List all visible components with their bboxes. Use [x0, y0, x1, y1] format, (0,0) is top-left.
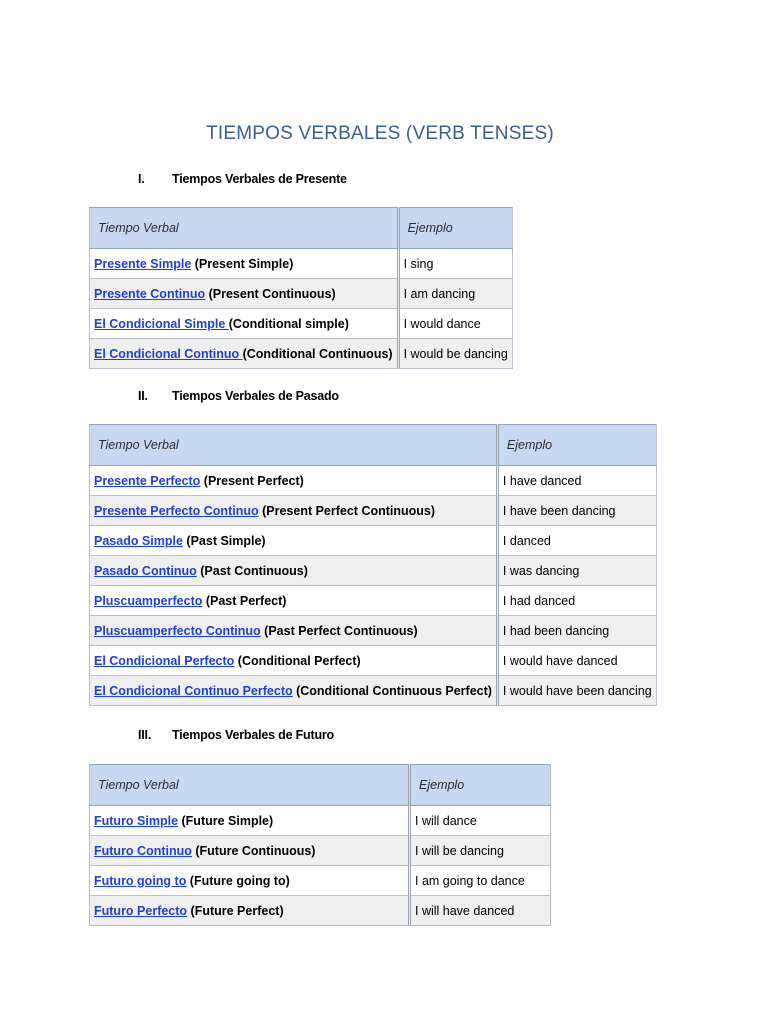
tense-link[interactable]: Futuro Perfecto: [94, 903, 188, 918]
example-cell: I danced: [497, 526, 656, 556]
tense-cell: [90, 586, 498, 616]
tense-cell: [90, 806, 410, 836]
header-ejemplo: Ejemplo: [410, 765, 551, 806]
tense-desc: (Future Simple): [178, 813, 274, 828]
tense-link[interactable]: Futuro going to: [94, 873, 187, 888]
tense-link[interactable]: Presente Perfecto: [94, 473, 201, 488]
tense-cell: [90, 676, 498, 706]
tense-desc: (Present Perfect): [200, 473, 304, 488]
example-cell: I had danced: [497, 586, 656, 616]
tense-link[interactable]: Presente Simple: [94, 256, 192, 271]
example-cell: I would be dancing: [398, 339, 512, 369]
section-title: Tiempos Verbales de Futuro: [172, 728, 334, 742]
tense-desc: (Conditional Perfect): [234, 653, 361, 668]
table-presente: [89, 207, 513, 369]
tense-desc: (Conditional Continuous): [242, 346, 393, 361]
example-cell: I will be dancing: [410, 836, 551, 866]
example-cell: I would have been dancing: [497, 676, 656, 706]
tense-cell: [90, 279, 399, 309]
table-row: [90, 676, 657, 706]
table-header-row: [90, 765, 551, 806]
section-heading-presente: [138, 172, 347, 186]
table-row: [90, 586, 657, 616]
tense-desc: (Past Perfect Continuous): [260, 623, 418, 638]
tense-desc: (Future Perfect): [187, 903, 284, 918]
table-row: [90, 249, 513, 279]
tense-desc: (Present Continuous): [205, 286, 336, 301]
example-cell: I have been dancing: [497, 496, 656, 526]
tense-link[interactable]: El Condicional Continuo Perfecto: [94, 683, 293, 698]
table-row: [90, 309, 513, 339]
table-header-row: [90, 208, 513, 249]
tense-link[interactable]: Pasado Continuo: [94, 563, 197, 578]
example-cell: I am going to dance: [410, 866, 551, 896]
tense-desc: (Past Continuous): [196, 563, 308, 578]
tense-cell: [90, 249, 399, 279]
tense-cell: [90, 496, 498, 526]
example-cell: I was dancing: [497, 556, 656, 586]
tense-desc: (Present Perfect Continuous): [258, 503, 436, 518]
table-row: [90, 339, 513, 369]
table-row: [90, 866, 551, 896]
table-row: [90, 896, 551, 926]
tense-desc: (Past Simple): [182, 533, 266, 548]
tense-desc: (Conditional simple): [228, 316, 349, 331]
tense-cell: [90, 466, 498, 496]
header-ejemplo: Ejemplo: [497, 425, 656, 466]
tense-link[interactable]: Presente Continuo: [94, 286, 206, 301]
tense-cell: [90, 836, 410, 866]
example-cell: I have danced: [497, 466, 656, 496]
table-pasado: [89, 424, 657, 706]
table-header-row: [90, 425, 657, 466]
tense-desc: (Past Perfect): [202, 593, 287, 608]
tense-link[interactable]: Pasado Simple: [94, 533, 183, 548]
section-number: I.: [138, 172, 145, 186]
header-tiempo-verbal: Tiempo Verbal: [90, 208, 399, 249]
tense-cell: [90, 309, 399, 339]
table-row: [90, 496, 657, 526]
table-row: [90, 836, 551, 866]
tense-desc: (Future going to): [186, 873, 290, 888]
header-tiempo-verbal: Tiempo Verbal: [90, 425, 498, 466]
tense-desc: (Conditional Continuous Perfect): [292, 683, 492, 698]
tense-cell: [90, 616, 498, 646]
section-title: Tiempos Verbales de Pasado: [172, 389, 339, 403]
tense-link[interactable]: Pluscuamperfecto: [94, 593, 203, 608]
tense-cell: [90, 339, 399, 369]
tense-cell: [90, 866, 410, 896]
tense-link[interactable]: Pluscuamperfecto Continuo: [94, 623, 261, 638]
tense-link[interactable]: El Condicional Simple: [94, 316, 229, 331]
tense-link[interactable]: El Condicional Continuo: [94, 346, 243, 361]
section-number: III.: [138, 728, 152, 742]
tense-cell: [90, 646, 498, 676]
section-title: Tiempos Verbales de Presente: [172, 172, 347, 186]
example-cell: I will have danced: [410, 896, 551, 926]
example-cell: I am dancing: [398, 279, 512, 309]
example-cell: I sing: [398, 249, 512, 279]
tense-cell: [90, 896, 410, 926]
tense-link[interactable]: Futuro Simple: [94, 813, 179, 828]
table-row: [90, 526, 657, 556]
table-row: [90, 646, 657, 676]
tense-cell: [90, 526, 498, 556]
section-heading-futuro: [138, 728, 334, 742]
example-cell: I had been dancing: [497, 616, 656, 646]
tense-link[interactable]: El Condicional Perfecto: [94, 653, 235, 668]
header-tiempo-verbal: Tiempo Verbal: [90, 765, 410, 806]
tense-cell: [90, 556, 498, 586]
example-cell: I would have danced: [497, 646, 656, 676]
table-row: [90, 806, 551, 836]
header-ejemplo: Ejemplo: [398, 208, 512, 249]
table-row: [90, 556, 657, 586]
tense-desc: (Future Continuous): [191, 843, 316, 858]
table-row: [90, 466, 657, 496]
tense-link[interactable]: Futuro Continuo: [94, 843, 192, 858]
example-cell: I will dance: [410, 806, 551, 836]
tense-desc: (Present Simple): [191, 256, 294, 271]
section-number: II.: [138, 389, 148, 403]
document-title: TIEMPOS VERBALES (VERB TENSES): [206, 123, 554, 144]
section-heading-pasado: [138, 389, 339, 403]
table-futuro: [89, 764, 551, 926]
table-row: [90, 616, 657, 646]
example-cell: I would dance: [398, 309, 512, 339]
table-row: [90, 279, 513, 309]
tense-link[interactable]: Presente Perfecto Continuo: [94, 503, 259, 518]
